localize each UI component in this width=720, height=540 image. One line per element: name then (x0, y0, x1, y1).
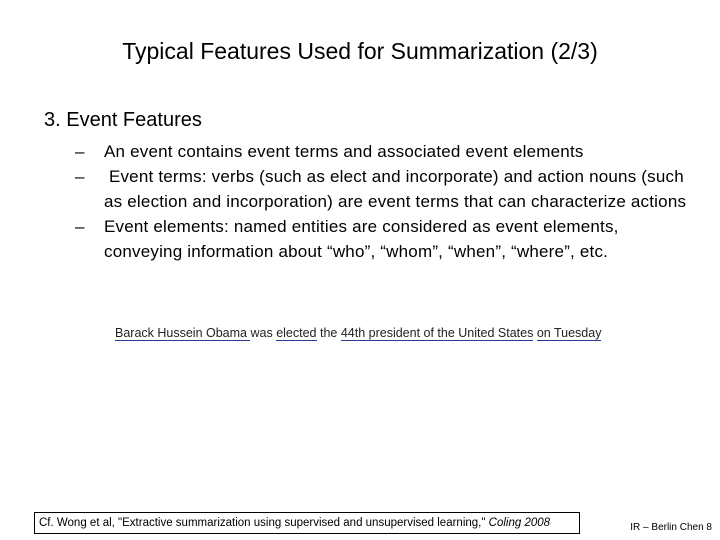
bullet-item (75, 139, 695, 164)
bullet-item (75, 164, 695, 214)
citation-venue: Coling 2008 (488, 517, 551, 529)
entity-time: on Tuesday (536, 326, 602, 340)
bullet-text: Event elements: named entities are considered as event elements, conveying information about “who”, “whom”, “when”, “where”, etc. (104, 217, 619, 261)
slide-footer: IR – Berlin Chen 8 (630, 522, 712, 533)
bullet-text: An event contains event terms and associated event elements (104, 142, 584, 161)
bullet-item (75, 214, 695, 264)
citation-box (34, 512, 580, 534)
bullet-dash: – (75, 142, 85, 161)
example-sentence (115, 324, 601, 342)
example-word: the (316, 326, 341, 340)
event-verb: elected (276, 326, 317, 340)
entity-person: Barack Hussein Obama (115, 326, 251, 340)
bullet-dash: – (75, 167, 85, 186)
entity-role: 44th president of the United States (340, 326, 534, 340)
bullet-text: Event terms: verbs (such as elect and incorporate) and action nouns (such as election and incorporation) are event terms that can characterize actions (104, 167, 689, 211)
bullet-list (75, 139, 695, 264)
citation-text: Cf. Wong et al, "Extractive summarization using supervised and unsupervised learning," (39, 517, 489, 529)
slide-title: Typical Features Used for Summarization (2/3) (122, 38, 598, 64)
example-word: was (250, 326, 277, 340)
bullet-dash: – (75, 217, 85, 236)
section-heading: 3. Event Features (44, 109, 202, 131)
